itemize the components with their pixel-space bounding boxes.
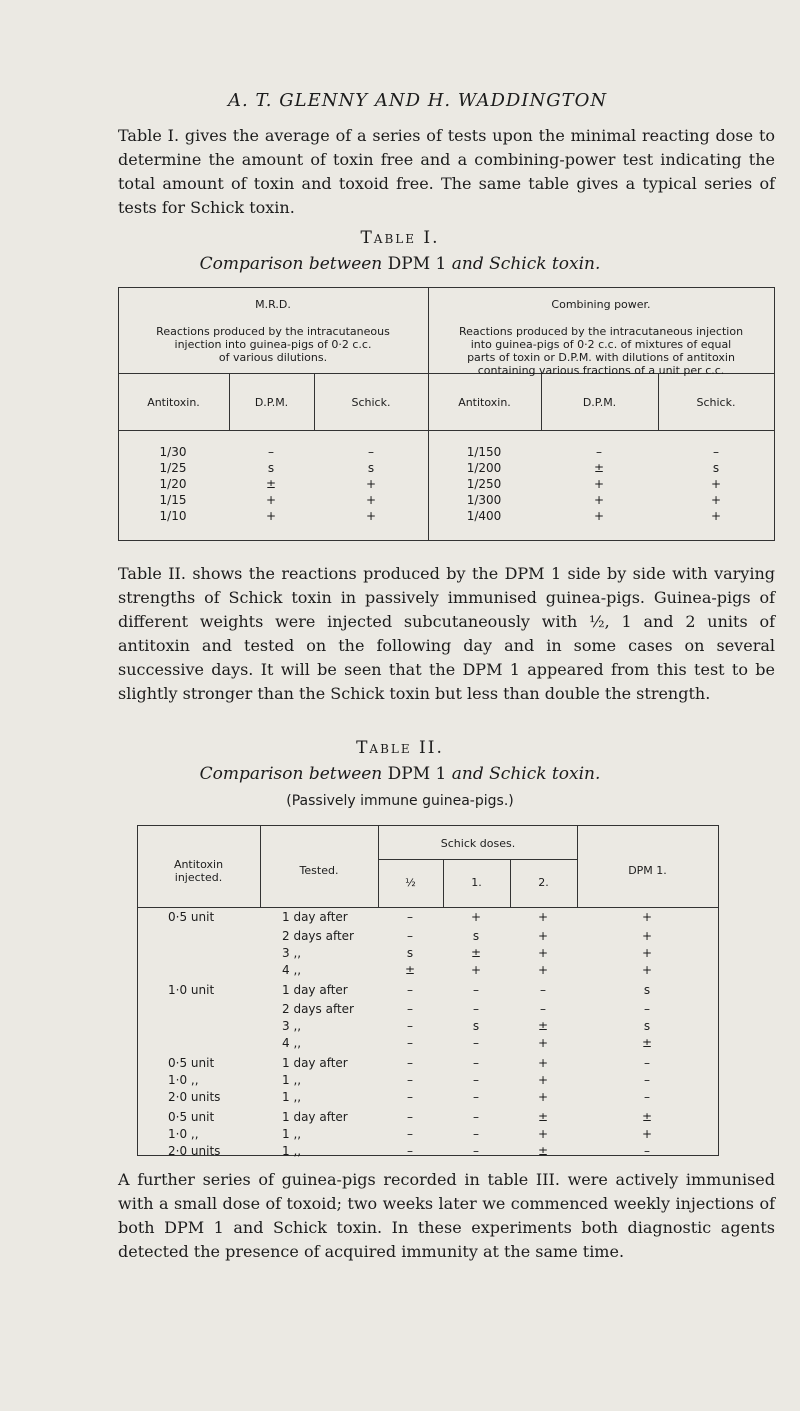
table2-caption-prefix: Comparison between [199,764,383,784]
table2-cell: 1·0 ,, [168,1073,199,1087]
table2-cell: ± [404,963,416,977]
table2-cell: 2 days after [282,1002,354,1016]
table2-cell: s [643,983,651,997]
table2-cell: 1 day after [282,1056,348,1070]
table2-cell: – [407,983,413,997]
table2-cell: + [537,910,549,924]
table2-title: Table II. [356,738,444,758]
table2-cell: + [470,910,482,924]
table1-cell: 1/10 [159,509,187,523]
table1-cell: s [267,461,275,475]
table2-cell: – [407,1127,413,1141]
table2-cell: 2 days after [282,929,354,943]
table2-col-schick: Schick doses. [440,837,516,850]
table1-cell: – [368,445,374,459]
table1-cp-title: Combining power. [551,298,651,311]
table2-cell: ± [537,1144,549,1158]
table1-cell: – [268,445,274,459]
table2-caption [0,764,800,784]
table2-cell: + [470,963,482,977]
table2-cell: 2·0 units [168,1144,221,1158]
table2-cell: – [473,1056,479,1070]
table1-cp-desc-line: containing various fractions of a unit per c.c. [477,364,725,377]
table2-cell: 1 ,, [282,1144,302,1158]
table2-cell: – [644,1144,650,1158]
table2-col-antitoxin-line: Antitoxin [173,858,224,871]
table1-caption [0,254,800,274]
table2-cell: + [537,929,549,943]
table2-caption-suffix: and Schick toxin. [451,764,601,784]
table2-cell: – [644,1002,650,1016]
table1-cell: – [596,445,602,459]
table2-cell: – [644,1056,650,1070]
table1-mrd-header [118,298,428,364]
table2-schick-sub: 1. [471,876,482,889]
table2-cell: – [540,1002,546,1016]
table2-cell: 1 ,, [282,1073,302,1087]
table2-cell: – [407,1110,413,1124]
table2-cell: – [473,1002,479,1016]
table1-cell: – [713,445,719,459]
table1-cell: + [365,509,377,523]
table2-cell: – [407,929,413,943]
table1-cell: + [593,493,605,507]
table1-cell: 1/250 [466,477,502,491]
table2-cell: 0·5 unit [168,910,215,924]
table1-col-header: Antitoxin. [147,396,200,409]
table2-cell: + [641,1127,653,1141]
table1-cell: 1/300 [466,493,502,507]
table2-cell: + [537,1056,549,1070]
table2-cell: – [407,1144,413,1158]
table2-cell: + [641,929,653,943]
table2-cell: – [540,983,546,997]
table1-cell: ± [593,461,605,475]
table2-cell: ± [641,1036,653,1050]
table1-cell: 1/200 [466,461,502,475]
table2-col-antitoxin-line: injected. [174,871,223,884]
table2-cell: – [473,983,479,997]
table1-cell: 1/20 [159,477,187,491]
table2-cell: s [643,1019,651,1033]
paragraph-2: Table II. shows the reactions produced by the DPM 1 side by side with varying strengths of Schick toxin in passively immunised guinea-pigs. Guinea-pigs of different weights were injected subcutaneously with ½, 1 and 2 units of antitoxin and tested on the following day and in some cases on several successive days. It will be seen that the DPM 1 appeared from this test to be slightly stronger than the Schick toxin but less than double the strength. [118,564,775,703]
table1-caption-mid: DPM 1 [387,254,447,274]
table1-cell: + [710,509,722,523]
table2-cell: 1·0 ,, [168,1127,199,1141]
table2-cell: – [407,1056,413,1070]
table1-mrd-desc-line: injection into guinea-pigs of 0·2 c.c. [174,338,372,351]
table1-col-header: D.P.M. [254,396,289,409]
table2-cell: – [407,1073,413,1087]
table2-cell: + [537,1127,549,1141]
table2-cell: – [407,910,413,924]
table2-cell: 2·0 units [168,1090,221,1104]
table1-cell: 1/30 [159,445,187,459]
table1-caption-suffix: and Schick toxin. [451,254,601,274]
table2-schick-sub: 2. [538,876,549,889]
table1-cell: s [712,461,720,475]
table2-cell: + [537,946,549,960]
table2-cell: – [473,1073,479,1087]
table2-cell: 4 ,, [282,1036,302,1050]
table2-cell: – [644,1073,650,1087]
table1-cell: 1/150 [466,445,502,459]
table2-col-dpm: DPM 1. [628,864,667,877]
table2-cell: – [407,1002,413,1016]
table2-cell: ± [537,1019,549,1033]
table1-cp-desc-line: parts of toxin or D.P.M. with dilutions of antitoxin [467,351,735,364]
table1-cell: + [265,493,277,507]
table2-cell: 1 day after [282,983,348,997]
table2-subcaption: (Passively immune guinea-pigs.) [286,793,514,809]
table2-cell: – [473,1036,479,1050]
table2-cell: + [641,946,653,960]
table2-cell: – [473,1144,479,1158]
table2-cell: + [537,1036,549,1050]
table1-col-header: Schick. [351,396,391,409]
table2-caption-mid: DPM 1 [387,764,447,784]
table1-cell: 1/25 [159,461,187,475]
table2-cell: – [407,1019,413,1033]
table1-caption-prefix: Comparison between [199,254,383,274]
table2-cell: 1·0 unit [168,983,215,997]
table1-mrd-desc-line: of various dilutions. [218,351,328,364]
table1-title: Table I. [360,228,440,248]
table2-cell: 1 ,, [282,1127,302,1141]
table1-col-header: D.P.M. [582,396,617,409]
table2-col-tested: Tested. [299,864,339,877]
table1-cell: ± [265,477,277,491]
table2-cell: + [537,1090,549,1104]
table2-cell: ± [641,1110,653,1124]
table2-cell: 0·5 unit [168,1056,215,1070]
table2-cell: 1 ,, [282,1090,302,1104]
table1-cell: + [710,477,722,491]
table2-cell: + [537,963,549,977]
table2-cell: – [407,1036,413,1050]
table2-cell: + [641,910,653,924]
table1-col-header: Antitoxin. [458,396,511,409]
table2-cell: – [407,1090,413,1104]
table2-cell: – [473,1110,479,1124]
table2-col-antitoxin [137,858,260,884]
table2-cell: + [641,963,653,977]
table2-cell: + [537,1073,549,1087]
table2-cell: ± [537,1110,549,1124]
table1-cell: 1/15 [159,493,187,507]
table2-cell: s [472,929,480,943]
table1-cell: + [365,493,377,507]
table1-cell: 1/400 [466,509,502,523]
table2-cell: 3 ,, [282,1019,302,1033]
table1-mrd-title: M.R.D. [255,298,291,311]
table1-cp-desc-line: Reactions produced by the intracutaneous injection [458,325,744,338]
table2-cell: 0·5 unit [168,1110,215,1124]
table1-mrd-desc-line: Reactions produced by the intracutaneous [156,325,390,338]
table2-cell: 1 day after [282,910,348,924]
table2-cell: s [472,1019,480,1033]
table1-cell: + [593,477,605,491]
table1-cell: + [365,477,377,491]
table2-cell: – [644,1090,650,1104]
table1-cell: s [367,461,375,475]
table1-col-header: Schick. [696,396,736,409]
table1-cp-header [428,298,774,377]
table2-schick-sub: ½ [405,876,416,889]
paragraph-1: Table I. gives the average of a series of tests upon the minimal reacting dose to determine the amount of toxin free and a combining-power test indicating the total amount of toxin and toxoid free. The same table gives a typical series of tests for Schick toxin. [118,126,775,217]
table2-cell: – [473,1127,479,1141]
table2-cell: 4 ,, [282,963,302,977]
table1-cp-desc-line: into guinea-pigs of 0·2 c.c. of mixtures of equal [470,338,732,351]
table1-cell: + [265,509,277,523]
table1-cell: + [710,493,722,507]
paragraph-3: A further series of guinea-pigs recorded in table III. were actively immunised with a small dose of toxoid; two weeks later we commenced weekly injections of both DPM 1 and Schick toxin. In these experiments both diagnostic agents detected the presence of acquired immunity at the same time. [118,1170,775,1261]
table2-cell: ± [470,946,482,960]
table1-cell: + [593,509,605,523]
running-head: A. T. GLENNY AND H. WADDINGTON [228,90,608,111]
table2-cell: 3 ,, [282,946,302,960]
table2-cell: – [473,1090,479,1104]
table2-cell: 1 day after [282,1110,348,1124]
table2-cell: s [406,946,414,960]
